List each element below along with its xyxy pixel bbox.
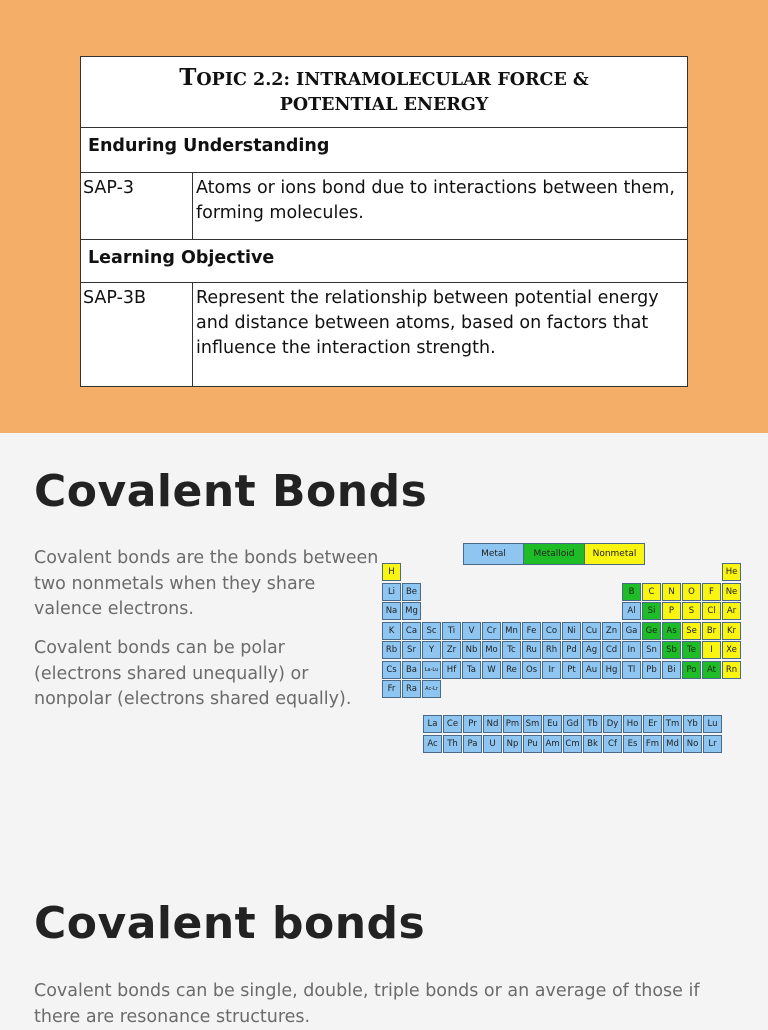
element-he: He bbox=[722, 563, 741, 581]
element-ag: Ag bbox=[582, 641, 601, 659]
legend-metal: Metal bbox=[463, 543, 524, 565]
element-ca: Ca bbox=[402, 622, 421, 640]
element-at: At bbox=[702, 661, 721, 679]
element-ar: Ar bbox=[722, 602, 741, 620]
element-er: Er bbox=[643, 715, 662, 733]
element-ce: Ce bbox=[443, 715, 462, 733]
element-se: Se bbox=[682, 622, 701, 640]
element-s: S bbox=[682, 602, 701, 620]
element-na: Na bbox=[382, 602, 401, 620]
sap3b-text: Represent the relationship between potential energy and distance between atoms, based on factors that influence the interaction strength. bbox=[193, 283, 688, 387]
sap3-code: SAP-3 bbox=[81, 173, 193, 240]
element-k: K bbox=[382, 622, 401, 640]
element-pd: Pd bbox=[562, 641, 581, 659]
element-ge: Ge bbox=[642, 622, 661, 640]
element-cl: Cl bbox=[702, 602, 721, 620]
slide-heading: Covalent bonds bbox=[34, 898, 426, 949]
element-cm: Cm bbox=[563, 735, 582, 753]
element-pt: Pt bbox=[562, 661, 581, 679]
element-cf: Cf bbox=[603, 735, 622, 753]
element-np: Np bbox=[503, 735, 522, 753]
element-mg: Mg bbox=[402, 602, 421, 620]
element-po: Po bbox=[682, 661, 701, 679]
element-v: V bbox=[462, 622, 481, 640]
slide-covalent-bond-types bbox=[0, 880, 768, 1027]
element-th: Th bbox=[443, 735, 462, 753]
element-rh: Rh bbox=[542, 641, 561, 659]
element-eu: Eu bbox=[543, 715, 562, 733]
element-es: Es bbox=[623, 735, 642, 753]
enduring-understanding-header: Enduring Understanding bbox=[81, 128, 688, 173]
element-mn: Mn bbox=[502, 622, 521, 640]
slide-topic bbox=[0, 0, 768, 433]
element-la-lu: La-Lu bbox=[422, 661, 441, 679]
element-h: H bbox=[382, 563, 401, 581]
element-zn: Zn bbox=[602, 622, 621, 640]
element-ir: Ir bbox=[542, 661, 561, 679]
element-ac-lr: Ac-Lr bbox=[422, 680, 441, 698]
element-in: In bbox=[622, 641, 641, 659]
element-os: Os bbox=[522, 661, 541, 679]
element-am: Am bbox=[543, 735, 562, 753]
element-la: La bbox=[423, 715, 442, 733]
element-nd: Nd bbox=[483, 715, 502, 733]
element-lu: Lu bbox=[703, 715, 722, 733]
element-no: No bbox=[683, 735, 702, 753]
element-lr: Lr bbox=[703, 735, 722, 753]
element-u: U bbox=[483, 735, 502, 753]
element-pu: Pu bbox=[523, 735, 542, 753]
element-be: Be bbox=[402, 583, 421, 601]
element-hf: Hf bbox=[442, 661, 461, 679]
element-hg: Hg bbox=[602, 661, 621, 679]
element-sc: Sc bbox=[422, 622, 441, 640]
sap3b-code: SAP-3B bbox=[81, 283, 193, 387]
legend-metalloid: Metalloid bbox=[523, 543, 585, 565]
element-cd: Cd bbox=[602, 641, 621, 659]
element-o: O bbox=[682, 583, 701, 601]
paragraph-definition: Covalent bonds are the bonds between two nonmetals when they share valence electrons. bbox=[34, 548, 379, 619]
legend-nonmetal: Nonmetal bbox=[584, 543, 645, 565]
element-fm: Fm bbox=[643, 735, 662, 753]
element-cs: Cs bbox=[382, 661, 401, 679]
element-ni: Ni bbox=[562, 622, 581, 640]
element-cu: Cu bbox=[582, 622, 601, 640]
element-fe: Fe bbox=[522, 622, 541, 640]
element-ac: Ac bbox=[423, 735, 442, 753]
element-c: C bbox=[642, 583, 661, 601]
element-sm: Sm bbox=[523, 715, 542, 733]
slide-heading: Covalent Bonds bbox=[34, 466, 428, 517]
element-tm: Tm bbox=[663, 715, 682, 733]
element-ba: Ba bbox=[402, 661, 421, 679]
element-ho: Ho bbox=[623, 715, 642, 733]
element-p: P bbox=[662, 602, 681, 620]
element-pa: Pa bbox=[463, 735, 482, 753]
element-gd: Gd bbox=[563, 715, 582, 733]
element-f: F bbox=[702, 583, 721, 601]
element-br: Br bbox=[702, 622, 721, 640]
element-zr: Zr bbox=[442, 641, 461, 659]
paragraph-polarity: Covalent bonds can be polar (electrons shared unequally) or nonpolar (electrons shared equally). bbox=[34, 638, 352, 709]
element-ga: Ga bbox=[622, 622, 641, 640]
element-md: Md bbox=[663, 735, 682, 753]
element-dy: Dy bbox=[603, 715, 622, 733]
learning-objective-header: Learning Objective bbox=[81, 240, 688, 283]
element-ti: Ti bbox=[442, 622, 461, 640]
element-cr: Cr bbox=[482, 622, 501, 640]
element-rn: Rn bbox=[722, 661, 741, 679]
element-tb: Tb bbox=[583, 715, 602, 733]
element-al: Al bbox=[622, 602, 641, 620]
topic-table bbox=[80, 56, 688, 387]
element-i: I bbox=[702, 641, 721, 659]
element-li: Li bbox=[382, 583, 401, 601]
element-n: N bbox=[662, 583, 681, 601]
element-sb: Sb bbox=[662, 641, 681, 659]
element-ne: Ne bbox=[722, 583, 741, 601]
element-kr: Kr bbox=[722, 622, 741, 640]
element-yb: Yb bbox=[683, 715, 702, 733]
element-au: Au bbox=[582, 661, 601, 679]
element-mo: Mo bbox=[482, 641, 501, 659]
element-bk: Bk bbox=[583, 735, 602, 753]
element-bi: Bi bbox=[662, 661, 681, 679]
element-b: B bbox=[622, 583, 641, 601]
element-sn: Sn bbox=[642, 641, 661, 659]
element-ru: Ru bbox=[522, 641, 541, 659]
element-w: W bbox=[482, 661, 501, 679]
element-ra: Ra bbox=[402, 680, 421, 698]
slide-covalent-bonds bbox=[0, 433, 768, 880]
element-re: Re bbox=[502, 661, 521, 679]
element-co: Co bbox=[542, 622, 561, 640]
element-pm: Pm bbox=[503, 715, 522, 733]
sap3-text: Atoms or ions bond due to interactions between them, forming molecules. bbox=[193, 173, 688, 240]
element-y: Y bbox=[422, 641, 441, 659]
element-as: As bbox=[662, 622, 681, 640]
element-ta: Ta bbox=[462, 661, 481, 679]
element-si: Si bbox=[642, 602, 661, 620]
paragraph-bond-types: Covalent bonds can be single, double, triple bonds or an average of those if there are resonance structures. bbox=[34, 981, 700, 1027]
element-pb: Pb bbox=[642, 661, 661, 679]
periodic-table bbox=[382, 541, 748, 756]
element-te: Te bbox=[682, 641, 701, 659]
element-sr: Sr bbox=[402, 641, 421, 659]
element-tc: Tc bbox=[502, 641, 521, 659]
element-pr: Pr bbox=[463, 715, 482, 733]
element-tl: Tl bbox=[622, 661, 641, 679]
element-xe: Xe bbox=[722, 641, 741, 659]
element-rb: Rb bbox=[382, 641, 401, 659]
element-nb: Nb bbox=[462, 641, 481, 659]
topic-title: TOPIC 2.2: INTRAMOLECULAR FORCE & POTENTIAL ENERGY bbox=[81, 57, 688, 128]
element-fr: Fr bbox=[382, 680, 401, 698]
